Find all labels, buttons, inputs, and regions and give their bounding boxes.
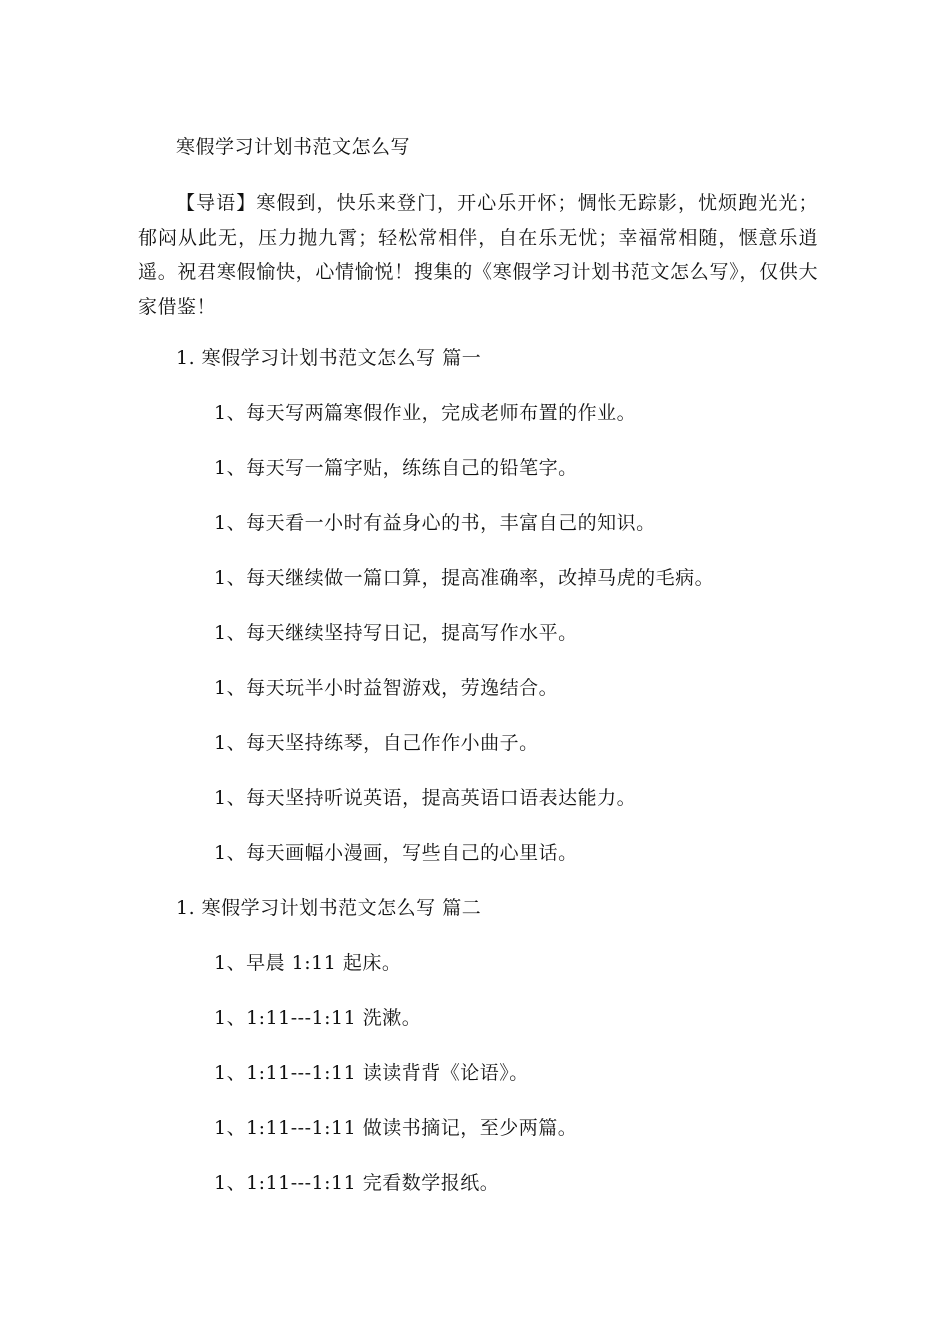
list-item: 1、1:11---1:11 做读书摘记，至少两篇。 [214, 1117, 578, 1139]
list-item: 1、每天继续坚持写日记，提高写作水平。 [214, 622, 578, 644]
list-item: 1、1:11---1:11 洗漱。 [214, 1007, 422, 1029]
list-item: 1、每天看一小时有益身心的书，丰富自己的知识。 [214, 512, 656, 534]
intro-paragraph: 【导语】寒假到，快乐来登门，开心乐开怀；惆怅无踪影，忧烦跑光光；郁闷从此无，压力抛九霄；轻松常相伴，自在乐无忧；幸福常相随，惬意乐逍遥。祝君寒假愉快，心情愉悦！搜集的《寒假学习计划书范文怎么写》，仅供大家借鉴！ [138, 192, 818, 318]
section-heading-1: 1. 寒假学习计划书范文怎么写 篇一 [176, 347, 482, 369]
list-item: 1、1:11---1:11 完看数学报纸。 [214, 1172, 500, 1194]
list-item: 1、每天写两篇寒假作业，完成老师布置的作业。 [214, 402, 637, 424]
list-item: 1、每天写一篇字贴，练练自己的铅笔字。 [214, 457, 578, 479]
list-item: 1、每天继续做一篇口算，提高准确率，改掉马虎的毛病。 [214, 567, 715, 589]
list-item: 1、早晨 1:11 起床。 [214, 952, 402, 974]
list-item: 1、每天画幅小漫画，写些自己的心里话。 [214, 842, 578, 864]
section-heading-2: 1. 寒假学习计划书范文怎么写 篇二 [176, 897, 482, 919]
list-item: 1、1:11---1:11 读读背背《论语》。 [214, 1062, 529, 1084]
document-title: 寒假学习计划书范文怎么写 [176, 136, 411, 158]
list-item: 1、每天坚持听说英语，提高英语口语表达能力。 [214, 787, 637, 809]
list-item: 1、每天坚持练琴，自己作作小曲子。 [214, 732, 539, 754]
list-item: 1、每天玩半小时益智游戏，劳逸结合。 [214, 677, 559, 699]
